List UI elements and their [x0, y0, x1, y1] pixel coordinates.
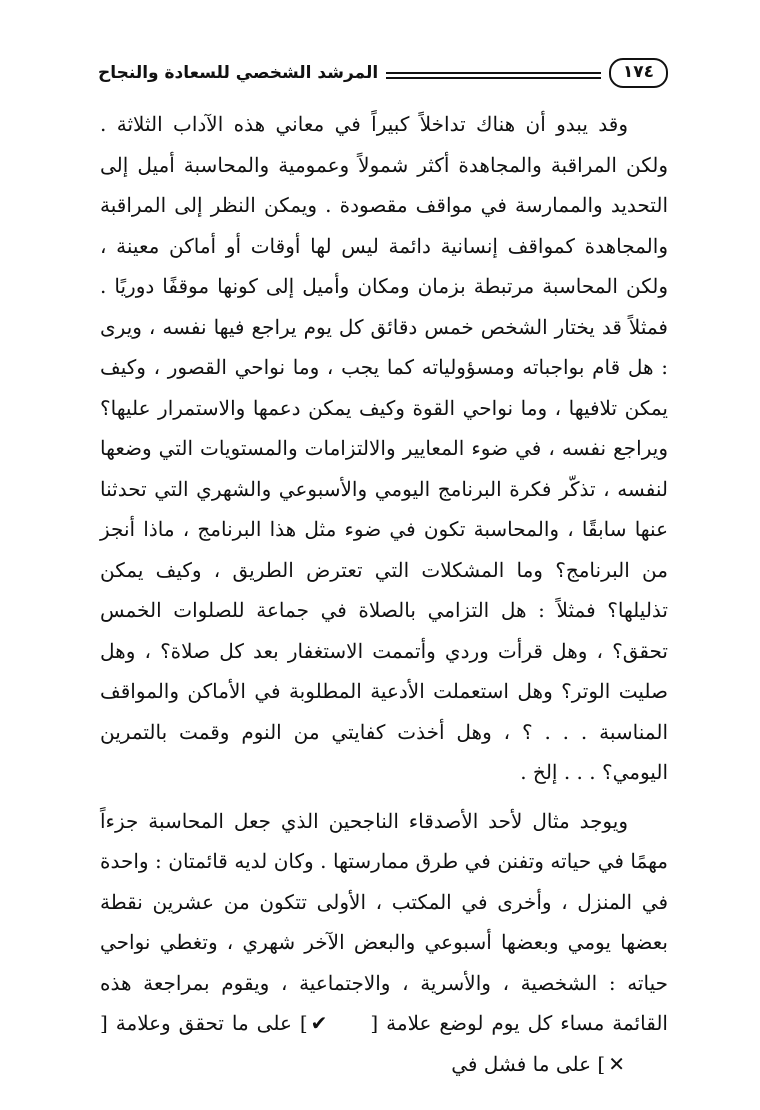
paragraph-2-text-3: ] على ما فشل في: [451, 1051, 606, 1076]
paragraph-1: وقد يبدو أن هناك تداخلاً كبيراً في معاني هذه الآداب الثلاثة . ولكن المراقبة والمجاهدة أكثر شمولاً وعمومية والمحاسبة أميل إلى التحديد والممارسة في مواقف مقصودة . ويمكن النظر إلى المراقبة والمجاهدة كمواقف إنسانية دائمة ليس لها أوقات أو أماكن معينة ، ولكن المحاسبة مرتبطة بزمان ومكان وأميل إلى كونها موقفًا دوريًا . فمثلاً قد يختار الشخص خمس دقائق كل يوم يراجع فيها نفسه ، ويرى : هل قام بواجباته ومسؤولياته كما يجب ، وما نواحي القصور ، وكيف يمكن تلافيها ، وما نواحي القوة وكيف يمكن دعمها والاستمرار عليها؟ ويراجع نفسه ، في ضوء المعايير والالتزامات والمستويات التي وضعها لنفسه ، تذكّر فكرة البرنامج اليومي والأسبوعي والشهري التي تحدثنا عنها سابقًا ، والمحاسبة تكون في ضوء مثل هذا البرنامج ، ماذا أنجز من البرنامج؟ وما المشكلات التي تعترض الطريق ، وكيف يمكن تذليلها؟ فمثلاً : هل التزامي بالصلاة في جماعة للصلوات الخمس تحقق؟ ، وهل قرأت وردي وأتممت الاستغفار بعد كل صلاة؟ ، وهل صليت الوتر؟ وهل استعملت الأدعية المطلوبة في الأماكن والمواقف المناسبة . . . ؟ ، وهل أخذت كفايتي من النوم وقمت بالتمرين اليومي؟ . . . إلخ .: [100, 112, 668, 784]
paragraph-2-text-1: ويوجد مثال لأحد الأصدقاء الناجحين الذي جعل المحاسبة جزءاً مهمًا في حياته وتفنن في طرق ممارستها . وكان لديه قائمتان : واحدة في المنزل ، وأخرى في المكتب ، الأولى تتكون من عشرين نقطة بعضها يومي وبعضها أسبوعي والبعض الآخر شهري ، وتغطي نواحي حياته : الشخصية ، والأسرية ، والاجتماعية ، ويقوم بمراجعة هذه القائمة مساء كل يوم لوضع علامة [: [100, 808, 668, 1035]
running-title: المرشد الشخصي للسعادة والنجاح: [98, 63, 379, 83]
page-body: [100, 104, 668, 1084]
cross-mark-icon: ✕: [608, 1051, 625, 1076]
page-number: ١٧٤: [609, 58, 668, 88]
page-header: [98, 55, 668, 91]
header-rule: [386, 72, 601, 79]
paragraph-2-text-2: ] على ما تحقق وعلامة [: [100, 1011, 308, 1035]
paragraph-2: [100, 801, 668, 1085]
check-mark-icon: ✔: [310, 1011, 328, 1035]
